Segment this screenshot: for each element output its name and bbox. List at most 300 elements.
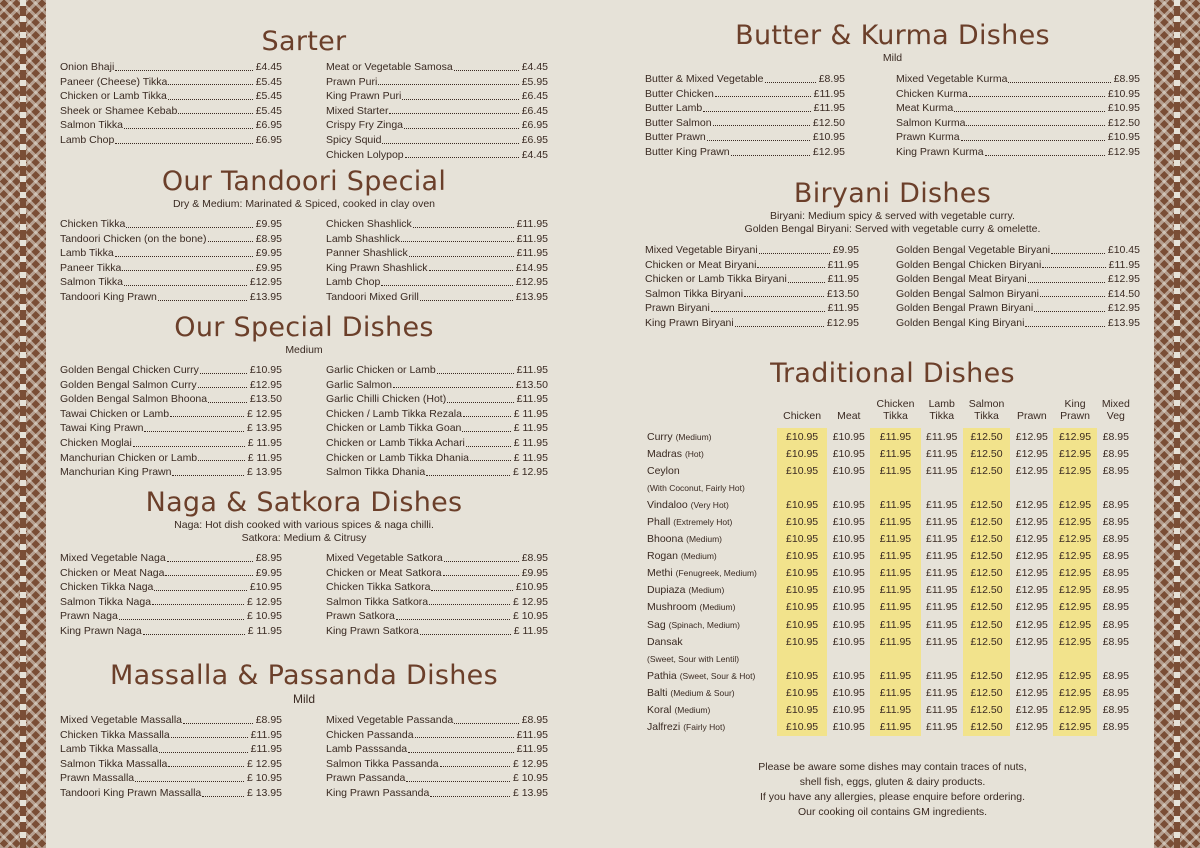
item-price: £11.95 xyxy=(516,743,548,756)
dot-leader xyxy=(961,140,1105,141)
item-name: Golden Bengal Vegetable Biryani xyxy=(896,244,1051,256)
price-cell: £11.95 xyxy=(926,516,958,529)
dish-cell xyxy=(645,479,777,496)
price-cell: £12.50 xyxy=(963,599,1010,616)
dot-leader xyxy=(133,446,245,447)
notice-line: Our cooking oil contains GM ingredients. xyxy=(797,806,988,818)
price-cell: £10.95 xyxy=(832,567,865,580)
menu-item xyxy=(326,378,548,393)
menu-item xyxy=(60,595,282,610)
price-cell: £10.95 xyxy=(777,496,827,513)
price-cell: £11.95 xyxy=(870,445,920,462)
column-header-text: Prawn xyxy=(1060,410,1090,422)
menu-item xyxy=(60,246,282,261)
item-price: £11.95 xyxy=(827,273,859,286)
price-cell: £12.95 xyxy=(1015,686,1048,699)
price-cell: £12.50 xyxy=(963,445,1010,462)
dish-cell xyxy=(645,565,777,582)
dot-leader xyxy=(122,270,252,271)
menu-item xyxy=(896,243,1140,258)
item-name: Chicken Tikka Massalla xyxy=(60,728,170,741)
menu-item xyxy=(60,451,282,466)
dish-note: (Medium) xyxy=(686,534,723,545)
table-row-note xyxy=(645,650,1135,667)
dish-cell xyxy=(645,531,777,548)
price-cell: £11.95 xyxy=(870,616,920,633)
dish-cell xyxy=(645,633,777,650)
empty-cell xyxy=(827,650,870,667)
item-name: Chicken or Lamb Tikka Dhania xyxy=(326,451,469,464)
dot-leader xyxy=(420,300,513,301)
section-subtitle-2: Satkora: Medium & Citrusy xyxy=(241,532,367,544)
dot-leader xyxy=(124,128,253,129)
item-price: £13.95 xyxy=(249,290,282,303)
menu-item xyxy=(60,728,282,743)
item-price: £10.95 xyxy=(1107,87,1140,100)
price-cell: £10.95 xyxy=(832,464,865,477)
table-row-note xyxy=(645,479,1135,496)
item-name: Lamb Passsanda xyxy=(326,743,408,756)
dot-leader xyxy=(406,781,510,782)
item-price: £12.95 xyxy=(249,276,282,289)
dish-note: (Medium) xyxy=(675,431,712,442)
price-cell: £12.95 xyxy=(1015,669,1048,682)
menu-item xyxy=(645,301,859,316)
section-subtitle: Biryani: Medium spicy & served with vegetable curry. xyxy=(770,210,1015,222)
item-price: £8.95 xyxy=(521,552,548,564)
menu-item xyxy=(326,217,548,232)
item-price: £11.95 xyxy=(516,364,548,376)
item-name: Manchurian King Prawn xyxy=(60,466,172,479)
item-name: Prawn Kurma xyxy=(896,131,960,144)
empty-cell xyxy=(1097,650,1135,667)
item-price: £9.95 xyxy=(255,261,282,274)
item-name: Prawn Naga xyxy=(60,610,118,623)
item-name: Chicken Tikka xyxy=(60,218,126,230)
item-name: Mixed Vegetable Biryani xyxy=(645,244,758,256)
item-name: Salmon Tikka xyxy=(60,119,124,132)
menu-item xyxy=(326,75,548,90)
item-name: Paneer Tikka xyxy=(60,261,122,274)
item-price: £8.95 xyxy=(255,232,282,245)
item-column xyxy=(326,217,548,305)
item-name: Lamb Tikka xyxy=(60,247,114,260)
dot-leader xyxy=(466,446,511,447)
item-price: £4.45 xyxy=(521,61,548,73)
price-cell: £12.95 xyxy=(1015,498,1048,511)
menu-item xyxy=(326,275,548,290)
price-cell: £10.95 xyxy=(832,686,865,699)
menu-item xyxy=(896,130,1140,145)
dot-leader xyxy=(115,143,252,144)
dish-note: (Sweet, Sour with Lentil) xyxy=(647,653,740,664)
item-name: Salmon Tikka xyxy=(60,276,124,289)
item-price: £11.95 xyxy=(813,102,845,115)
dish-cell xyxy=(645,599,777,616)
price-cell: £12.95 xyxy=(1053,633,1096,650)
item-name: Lamb Shashlick xyxy=(326,232,401,245)
price-cell: £12.95 xyxy=(1053,531,1096,548)
dish-name: Bhoona xyxy=(647,533,684,546)
price-cell: £8.95 xyxy=(1102,498,1129,511)
dish-name: Jalfrezi xyxy=(647,721,681,734)
dish-note: (Medium & Sour) xyxy=(670,687,735,698)
item-price: £10.95 xyxy=(515,581,548,594)
section-sarter xyxy=(60,26,548,162)
dish-name: Rogan xyxy=(647,550,678,563)
menu-item xyxy=(645,316,859,331)
dot-leader xyxy=(420,634,511,635)
item-name: Salmon Tikka Massalla xyxy=(60,757,168,770)
dot-leader xyxy=(119,619,244,620)
menu-item xyxy=(645,130,845,145)
item-name: Mixed Vegetable Kurma xyxy=(896,73,1008,85)
price-cell: £11.95 xyxy=(926,618,958,631)
menu-item xyxy=(60,133,282,148)
price-cell: £12.95 xyxy=(1053,513,1096,530)
dot-leader xyxy=(1025,326,1104,327)
dot-leader xyxy=(437,373,514,374)
empty-cell xyxy=(1010,650,1053,667)
price-cell: £11.95 xyxy=(926,584,958,597)
price-cell: £10.95 xyxy=(777,565,827,582)
price-cell: £10.95 xyxy=(832,584,865,597)
item-name: King Prawn Biryani xyxy=(645,316,734,329)
price-cell: £12.95 xyxy=(1015,430,1048,443)
item-price: £6.95 xyxy=(521,133,548,146)
price-cell: £12.95 xyxy=(1053,616,1096,633)
item-price: £10.45 xyxy=(1107,244,1140,256)
price-cell: £10.95 xyxy=(777,462,827,479)
section-tandoori xyxy=(60,166,548,305)
item-column xyxy=(60,60,282,162)
menu-item xyxy=(896,101,1140,116)
dot-leader xyxy=(443,575,519,576)
item-name: Tawai King Prawn xyxy=(60,422,144,435)
price-cell: £11.95 xyxy=(870,684,920,701)
dot-leader xyxy=(985,155,1105,156)
dish-cell xyxy=(645,582,777,599)
price-cell: £11.95 xyxy=(926,498,958,511)
menu-item xyxy=(60,378,282,393)
item-name: Butter & Mixed Vegetable xyxy=(645,73,764,85)
price-cell: £12.50 xyxy=(963,702,1010,719)
price-cell: £11.95 xyxy=(870,599,920,616)
price-cell: £11.95 xyxy=(926,704,958,717)
price-cell: £12.95 xyxy=(1053,428,1096,445)
item-price: £ 11.95 xyxy=(513,451,548,464)
price-cell: £12.50 xyxy=(963,513,1010,530)
menu-item xyxy=(326,713,548,728)
item-price: £ 12.95 xyxy=(246,595,282,608)
item-name: Salmon Tikka Naga xyxy=(60,595,152,608)
menu-item xyxy=(645,72,845,87)
price-cell: £11.95 xyxy=(870,462,920,479)
section-title: Traditional Dishes xyxy=(770,358,1015,389)
price-cell: £12.95 xyxy=(1015,601,1048,614)
item-price: £ 12.95 xyxy=(512,595,548,608)
section-title: Our Special Dishes xyxy=(174,312,434,343)
menu-item xyxy=(326,60,548,75)
table-row xyxy=(645,599,1135,616)
price-cell: £10.95 xyxy=(777,616,827,633)
item-column xyxy=(60,217,282,305)
menu-item xyxy=(60,60,282,75)
empty-cell xyxy=(921,479,963,496)
column-header-text: Lamb xyxy=(928,398,955,410)
column-header xyxy=(870,398,920,428)
item-column xyxy=(326,713,548,801)
dot-leader xyxy=(440,766,510,767)
dot-leader xyxy=(731,155,810,156)
price-cell: £12.95 xyxy=(1015,516,1048,529)
dot-leader xyxy=(713,125,810,126)
empty-cell xyxy=(1010,479,1053,496)
dish-note: (With Coconut, Fairly Hot) xyxy=(647,482,745,493)
item-price: £11.95 xyxy=(813,87,845,100)
menu-item xyxy=(60,232,282,247)
dish-cell xyxy=(645,513,777,530)
item-price: £11.95 xyxy=(516,218,548,230)
item-name: Tandoori King Prawn Massalla xyxy=(60,786,202,799)
price-cell: £12.95 xyxy=(1053,684,1096,701)
section-naga xyxy=(60,487,548,639)
column-header xyxy=(777,398,827,428)
item-price: £ 13.95 xyxy=(246,422,282,435)
dot-leader xyxy=(711,311,825,312)
item-price: £14.95 xyxy=(515,261,548,274)
price-cell: £11.95 xyxy=(926,430,958,443)
item-name: Chicken / Lamb Tikka Rezala xyxy=(326,407,462,420)
item-price: £12.95 xyxy=(1107,273,1140,286)
item-name: Salmon Kurma xyxy=(896,116,966,129)
price-cell: £12.95 xyxy=(1015,567,1048,580)
section-title: Biryani Dishes xyxy=(793,178,992,209)
dish-name: Curry xyxy=(647,430,673,443)
dot-leader xyxy=(462,431,510,432)
dot-leader xyxy=(172,475,243,476)
item-name: Butter Salmon xyxy=(645,116,712,129)
item-name: Chicken Lolypop xyxy=(326,148,404,161)
item-price: £10.95 xyxy=(1107,131,1140,144)
price-cell: £11.95 xyxy=(926,669,958,682)
price-cell: £10.95 xyxy=(777,513,827,530)
item-price: £8.95 xyxy=(818,73,845,85)
item-name: Chicken or Lamb Tikka Biryani xyxy=(645,273,787,286)
price-cell: £12.50 xyxy=(963,582,1010,599)
dish-name: Sag xyxy=(647,618,666,631)
item-price: £ 10.95 xyxy=(246,610,282,623)
dish-name: Vindaloo xyxy=(647,498,688,511)
dot-leader xyxy=(154,590,246,591)
menu-item xyxy=(60,392,282,407)
price-cell: £12.50 xyxy=(963,565,1010,582)
price-cell: £12.50 xyxy=(963,428,1010,445)
menu-item xyxy=(326,609,548,624)
price-cell: £10.95 xyxy=(777,582,827,599)
item-price: £9.95 xyxy=(255,247,282,260)
item-price: £9.95 xyxy=(832,244,859,256)
menu-item xyxy=(60,436,282,451)
item-name: Chicken Shashlick xyxy=(326,218,412,230)
dot-leader xyxy=(198,460,245,461)
price-cell: £10.95 xyxy=(832,447,865,460)
dot-leader xyxy=(124,285,247,286)
item-name: Prawn Passanda xyxy=(326,772,406,785)
price-cell: £10.95 xyxy=(832,550,865,563)
item-name: Crispy Fry Zinga xyxy=(326,119,404,132)
item-name: Golden Bengal Chicken Curry xyxy=(60,364,199,376)
dot-leader xyxy=(178,113,252,114)
item-name: Mixed Starter xyxy=(326,104,389,117)
item-price: £ 10.95 xyxy=(512,610,548,623)
item-price: £13.95 xyxy=(1107,316,1140,329)
menu-item xyxy=(60,465,282,480)
item-name: Prawn Puri xyxy=(326,75,378,88)
price-cell: £11.95 xyxy=(870,428,920,445)
dish-note: (Fenugreek, Medium) xyxy=(675,568,757,579)
dot-leader xyxy=(381,285,513,286)
section-title: Butter & Kurma Dishes xyxy=(735,20,1050,51)
column-header-text: Mixed xyxy=(1101,398,1130,410)
item-price: £10.95 xyxy=(249,581,282,594)
dish-cell xyxy=(645,428,777,445)
menu-item xyxy=(60,363,282,378)
menu-item xyxy=(645,287,859,302)
item-name: Prawn Biryani xyxy=(645,302,710,315)
dot-leader xyxy=(1028,282,1105,283)
item-price: £5.45 xyxy=(255,75,282,88)
dish-name: Koral xyxy=(647,704,672,717)
dish-name: Balti xyxy=(647,686,668,699)
menu-item xyxy=(896,301,1140,316)
price-cell: £11.95 xyxy=(870,582,920,599)
item-price: £8.95 xyxy=(255,714,282,726)
dot-leader xyxy=(389,113,518,114)
item-price: £13.50 xyxy=(826,287,859,300)
column-header xyxy=(921,398,963,428)
menu-item xyxy=(60,290,282,305)
item-price: £ 11.95 xyxy=(247,451,282,464)
dot-leader xyxy=(429,604,510,605)
item-name: Chicken or Meat Satkora xyxy=(326,566,442,579)
item-price: £11.95 xyxy=(516,393,548,406)
price-cell: £10.95 xyxy=(777,684,827,701)
price-cell: £10.95 xyxy=(777,599,827,616)
price-cell: £11.95 xyxy=(926,635,958,648)
price-cell: £12.50 xyxy=(963,496,1010,513)
dot-leader xyxy=(200,373,247,374)
dot-leader xyxy=(1040,296,1105,297)
menu-item xyxy=(60,566,282,581)
price-cell: £11.95 xyxy=(926,464,958,477)
dot-leader xyxy=(1051,253,1105,254)
price-cell: £12.95 xyxy=(1015,550,1048,563)
item-name: Chicken or Meat Naga xyxy=(60,566,165,579)
price-cell: £10.95 xyxy=(777,445,827,462)
item-name: Golden Bengal Salmon Biryani xyxy=(896,287,1040,300)
dot-leader xyxy=(165,575,252,576)
item-name: Mixed Vegetable Naga xyxy=(60,552,166,564)
table-row xyxy=(645,719,1135,736)
price-cell: £8.95 xyxy=(1102,721,1129,734)
dot-leader xyxy=(759,253,830,254)
price-cell: £12.95 xyxy=(1053,548,1096,565)
menu-item xyxy=(326,392,548,407)
empty-cell xyxy=(1053,650,1096,667)
item-name: Golden Bengal Salmon Curry xyxy=(60,378,197,391)
dish-note: (Sweet, Sour & Hot) xyxy=(679,670,756,681)
empty-cell xyxy=(921,650,963,667)
dish-cell xyxy=(645,445,777,462)
price-cell: £8.95 xyxy=(1102,601,1129,614)
item-price: £12.95 xyxy=(515,276,548,289)
item-name: Chicken Kurma xyxy=(896,87,968,100)
item-name: Butter Lamb xyxy=(645,102,703,115)
dot-leader xyxy=(426,475,510,476)
item-price: £14.50 xyxy=(1107,287,1140,300)
table-row xyxy=(645,496,1135,513)
table-corner xyxy=(645,398,777,428)
price-cell: £8.95 xyxy=(1102,447,1129,460)
table-row xyxy=(645,445,1135,462)
item-price: £ 10.95 xyxy=(512,772,548,785)
section-title: Our Tandoori Special xyxy=(161,166,447,197)
item-price: £11.95 xyxy=(1108,258,1140,271)
price-cell: £11.95 xyxy=(870,667,920,684)
price-cell: £10.95 xyxy=(832,533,865,546)
menu-item xyxy=(60,771,282,786)
dot-leader xyxy=(115,256,253,257)
item-price: £5.45 xyxy=(255,104,282,117)
item-name: Butter King Prawn xyxy=(645,145,730,158)
menu-item xyxy=(896,316,1140,331)
item-name: Lamb Chop xyxy=(326,276,381,289)
column-header-text: Salmon xyxy=(968,398,1005,410)
item-name: King Prawn Satkora xyxy=(326,624,419,637)
dot-leader xyxy=(454,70,519,71)
item-price: £12.95 xyxy=(826,316,859,329)
item-name: Lamb Tikka Massalla xyxy=(60,743,159,756)
price-cell: £12.95 xyxy=(1053,565,1096,582)
item-price: £9.95 xyxy=(521,566,548,579)
decorative-border-right xyxy=(1154,0,1200,848)
item-name: King Prawn Puri xyxy=(326,90,402,103)
item-price: £4.45 xyxy=(255,61,282,73)
menu-item xyxy=(60,742,282,757)
dot-leader xyxy=(382,143,518,144)
price-cell: £8.95 xyxy=(1102,567,1129,580)
price-cell: £8.95 xyxy=(1102,550,1129,563)
menu-item xyxy=(326,551,548,566)
dot-leader xyxy=(168,84,252,85)
item-name: Meat Kurma xyxy=(896,102,954,115)
decorative-border-left xyxy=(0,0,46,848)
menu-item xyxy=(326,742,548,757)
item-name: King Prawn Shashlick xyxy=(326,261,428,274)
dish-note: (Medium) xyxy=(688,585,725,596)
item-name: Chicken Passanda xyxy=(326,728,414,741)
empty-cell xyxy=(870,479,920,496)
price-cell: £12.50 xyxy=(963,548,1010,565)
dot-leader xyxy=(208,402,247,403)
dot-leader xyxy=(413,227,514,228)
dot-leader xyxy=(966,125,1104,126)
dot-leader xyxy=(144,431,243,432)
dot-leader xyxy=(454,723,518,724)
item-price: £5.45 xyxy=(255,90,282,103)
item-name: Lamb Chop xyxy=(60,133,115,146)
